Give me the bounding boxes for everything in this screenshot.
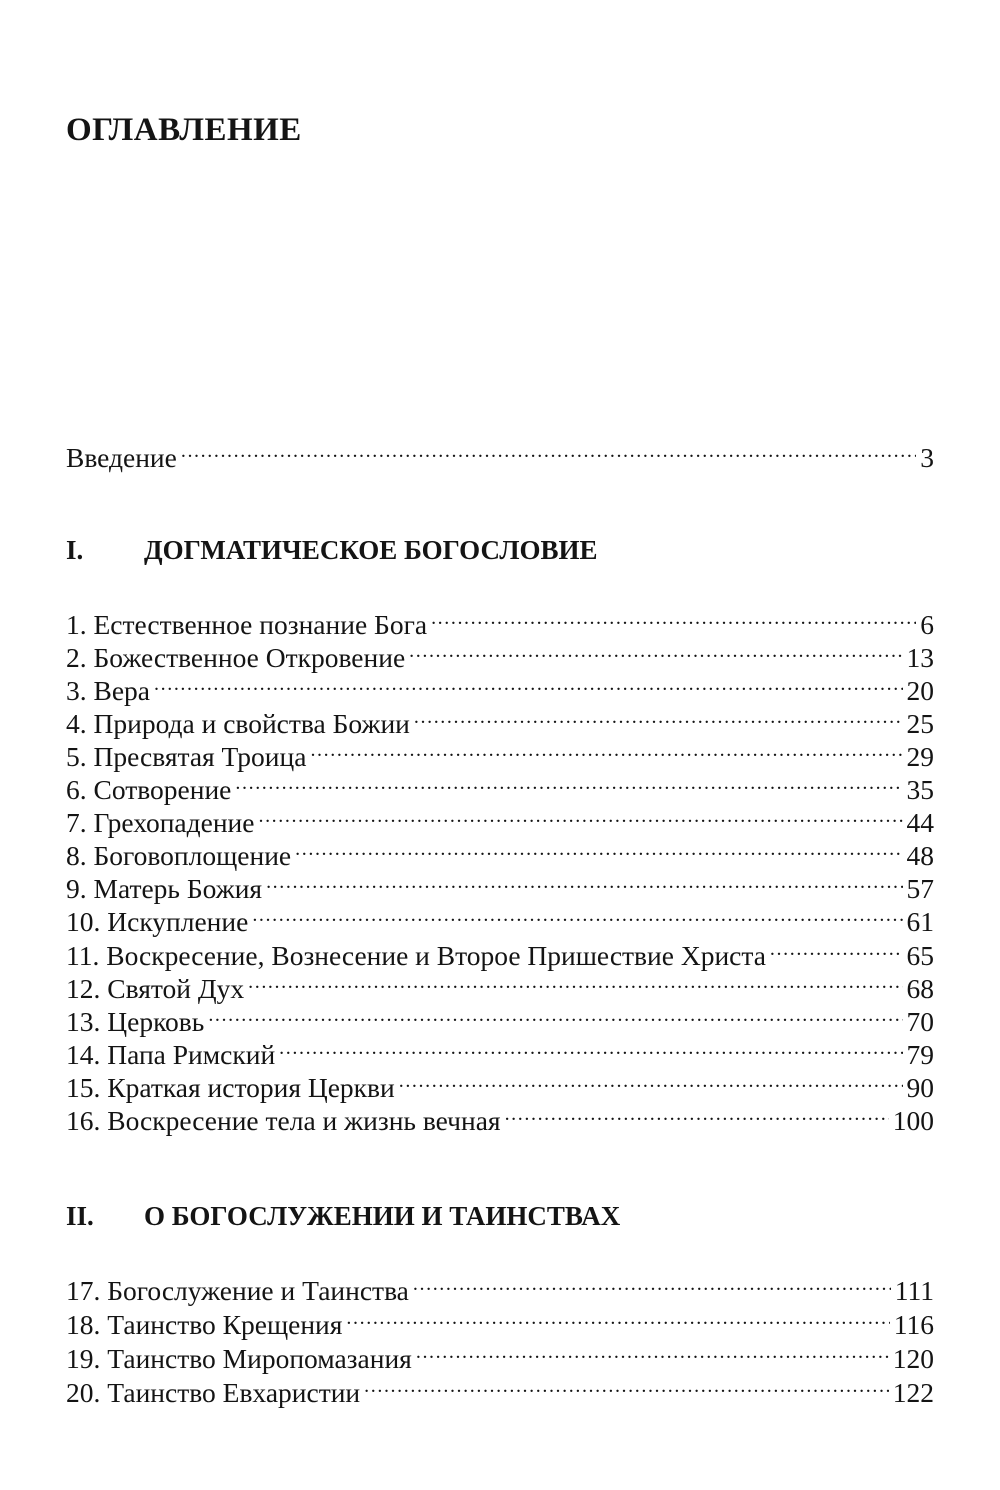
toc-entry[interactable]	[66, 832, 934, 871]
toc-entry-page: 68	[906, 973, 934, 1004]
toc-entry-page: 20	[906, 675, 934, 706]
toc-entry[interactable]	[66, 667, 934, 706]
toc-entry-page: 44	[906, 807, 934, 838]
toc-entry-label: 7. Грехопадение	[66, 807, 255, 838]
toc-entry-page: 48	[906, 840, 934, 871]
toc-entry-page: 100	[892, 1105, 934, 1136]
toc-entry[interactable]	[66, 766, 934, 805]
dot-leader	[154, 667, 902, 700]
toc-entry[interactable]	[66, 1335, 934, 1374]
toc-entry[interactable]	[66, 1064, 934, 1103]
section-numeral: II.	[66, 1201, 94, 1231]
toc-entry-label: 12. Святой Дух	[66, 973, 245, 1004]
toc-entry-label: 4. Природа и свойства Божии	[66, 708, 410, 739]
dot-leader	[431, 601, 916, 634]
toc-entry-page: 6	[920, 609, 934, 640]
dot-leader	[252, 898, 902, 931]
dot-leader	[181, 434, 916, 467]
toc-entry-label: 20. Таинство Евхаристии	[66, 1377, 361, 1408]
dot-leader	[208, 998, 902, 1031]
section-numeral: I.	[66, 535, 84, 565]
toc-entry-page: 70	[906, 1006, 934, 1037]
toc-entry-page: 116	[893, 1309, 934, 1340]
toc-entry[interactable]	[66, 799, 934, 838]
toc-entry-intro[interactable]	[66, 434, 934, 473]
toc-entry-page: 90	[906, 1072, 934, 1103]
toc-entry[interactable]	[66, 634, 934, 673]
dot-leader	[413, 1267, 891, 1300]
toc-entry-label: 15. Краткая история Церкви	[66, 1072, 395, 1103]
toc-entry-page: 57	[906, 873, 934, 904]
toc-entry-label: 14. Папа Римский	[66, 1039, 276, 1070]
toc-entry[interactable]	[66, 998, 934, 1037]
dot-leader	[416, 1335, 889, 1368]
dot-leader	[310, 733, 902, 766]
dot-leader	[770, 932, 903, 965]
section-heading-1	[66, 535, 597, 566]
section-title: О БОГОСЛУЖЕНИИ И ТАИНСТВАХ	[144, 1201, 621, 1231]
toc-entry[interactable]	[66, 700, 934, 739]
toc-entry-page: 61	[906, 906, 934, 937]
toc-entry-page: 29	[906, 741, 934, 772]
toc-entry[interactable]	[66, 898, 934, 937]
toc-entry[interactable]	[66, 965, 934, 1004]
toc-entry-page: 35	[906, 774, 934, 805]
dot-leader	[279, 1031, 902, 1064]
toc-entry-page: 25	[906, 708, 934, 739]
toc-entry-page: 111	[894, 1275, 934, 1306]
dot-leader	[295, 832, 902, 865]
dot-leader	[399, 1064, 903, 1097]
toc-entry-page: 122	[892, 1377, 934, 1408]
toc-entry[interactable]	[66, 865, 934, 904]
dot-leader	[235, 766, 902, 799]
dot-leader	[266, 865, 902, 898]
toc-entry-label: 18. Таинство Крещения	[66, 1309, 343, 1340]
dot-leader	[414, 700, 903, 733]
dot-leader	[248, 965, 902, 998]
dot-leader	[258, 799, 902, 832]
toc-entry[interactable]	[66, 932, 934, 971]
toc-entry[interactable]	[66, 733, 934, 772]
toc-entry[interactable]	[66, 1369, 934, 1408]
toc-entry-page: 120	[892, 1343, 934, 1374]
dot-leader	[364, 1369, 889, 1402]
section-heading-2	[66, 1201, 620, 1232]
toc-entry-page: 13	[906, 642, 934, 673]
toc-entry-page: 79	[906, 1039, 934, 1070]
toc-entry-label: 16. Воскресение тела и жизнь вечная	[66, 1105, 501, 1136]
toc-entry-label: 19. Таинство Миропомазания	[66, 1343, 412, 1374]
toc-entry-label: 17. Богослужение и Таинства	[66, 1275, 409, 1306]
dot-leader	[505, 1097, 889, 1130]
toc-entry-page: 65	[906, 940, 934, 971]
toc-entry-label: 13. Церковь	[66, 1006, 205, 1037]
toc-entry-label: 2. Божественное Откровение	[66, 642, 406, 673]
page-title: ОГЛАВЛЕНИЕ	[66, 112, 302, 148]
toc-entry[interactable]	[66, 1267, 934, 1306]
toc-entry[interactable]	[66, 1031, 934, 1070]
toc-entry-label: 5. Пресвятая Троица	[66, 741, 307, 772]
toc-entry-label: 3. Вера	[66, 675, 151, 706]
toc-entry-label: 1. Естественное познание Бога	[66, 609, 428, 640]
toc-entry-label: 8. Боговоплощение	[66, 840, 292, 871]
toc-entry-label: Введение	[66, 442, 177, 473]
dot-leader	[346, 1301, 889, 1334]
toc-entry[interactable]	[66, 1301, 934, 1340]
section-title: ДОГМАТИЧЕСКОЕ БОГОСЛОВИЕ	[144, 535, 598, 565]
toc-entry[interactable]	[66, 1097, 934, 1136]
toc-entry-label: 10. Искупление	[66, 906, 249, 937]
toc-entry[interactable]	[66, 601, 934, 640]
toc-entry-label: 9. Матерь Божия	[66, 873, 263, 904]
toc-entry-page: 3	[920, 442, 934, 473]
toc-entry-label: 11. Воскресение, Вознесение и Второе Пришествие Христа	[66, 940, 766, 971]
toc-entry-label: 6. Сотворение	[66, 774, 232, 805]
dot-leader	[409, 634, 902, 667]
